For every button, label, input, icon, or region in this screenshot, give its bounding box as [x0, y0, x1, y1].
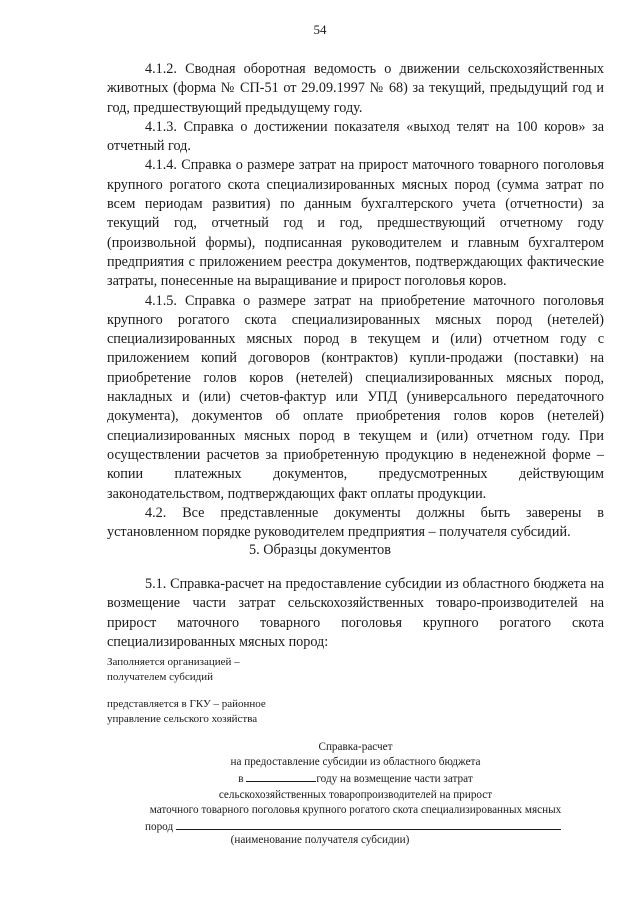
form-line-1: на предоставление субсидии из областного бюджета	[230, 756, 481, 769]
form-line-2: в году на возмещение части затрат	[107, 770, 604, 787]
sample-form	[107, 740, 604, 835]
note-submitted-to: представляется в ГКУ – районное управление сельского хозяйства	[107, 698, 266, 725]
paragraph-4-1-5: 4.1.5. Справка о размере затрат на приобретение маточного поголовья крупного рогатого скота специализированных мясных пород (нетелей) специализированных мясных пород в текущем и (или) отчетном году с приложением копий договоров (контрактов) купли-продажи (поставки) на приобретение голов коров (нетелей) специализированных мясных пород, накладных и (или) счетов-фактур или УПД (универсального передаточного документа), документов об оплате приобретения голов коров (нетелей) специализированных мясных пород в текущем и (или) отчетном году. При осуществлении расчетов за приобретенную продукцию в неденежной форме – копии платежных документов, предусмотренных действующим законодательством, подтверждающих факт оплаты продукции.	[107, 292, 604, 502]
paragraph-4-1-4: 4.1.4. Справка о размере затрат на прирост маточного товарного поголовья крупного рогатого скота специализированных мясных пород (сумма затрат по всем периодам развития) по данным бухгалтерского учета (отчетности) за текущий год, отчетный год и год, предшествующий отчетному году (произвольной формы), подписанная руководителем и главным бухгалтером предприятия с приложением реестра документов, подтверждающих фактические затраты, понесенные на выращивание и прирост поголовья коров.	[107, 157, 604, 290]
year-blank-field[interactable]	[246, 770, 316, 782]
section-intro	[107, 575, 604, 652]
section-heading: 5. Образцы документов	[249, 542, 391, 558]
paragraph-5-1: 5.1. Справка-расчет на предоставление субсидии из областного бюджета на возмещение части затрат сельскохозяйственных товаро-производителей на прирост маточного товарного поголовья крупного рогатого скота специализированных мясных пород:	[107, 576, 604, 650]
form-line-3: сельскохозяйственных товаропроизводителей на прирост	[218, 788, 493, 801]
note-filled-by: Заполняется организацией – получателем субсидий	[107, 656, 240, 683]
recipient-caption: (наименование получателя субсидии)	[230, 834, 410, 846]
paragraph-4-1-3: 4.1.3. Справка о достижении показателя «выход телят на 100 коров» за отчетный год.	[107, 118, 604, 155]
form-line-4: маточного товарного поголовья крупного рогатого скота специализированных мясных	[149, 803, 562, 816]
requirements-list	[107, 60, 604, 542]
page-number: 54	[313, 22, 327, 37]
recipient-name-blank-field[interactable]	[176, 818, 561, 830]
form-line-5: пород	[107, 818, 604, 835]
form-title: Справка-расчет	[318, 741, 393, 753]
paragraph-4-1-2: 4.1.2. Сводная оборотная ведомость о движении сельскохозяйственных животных (форма № СП-51 от 29.09.1997 № 68) за текущий, предыдущий год и год, предшествующий предыдущему году.	[107, 61, 604, 116]
paragraph-4-2: 4.2. Все представленные документы должны быть заверены в установленном порядке руководителем предприятия – получателя субсидий.	[107, 504, 604, 541]
